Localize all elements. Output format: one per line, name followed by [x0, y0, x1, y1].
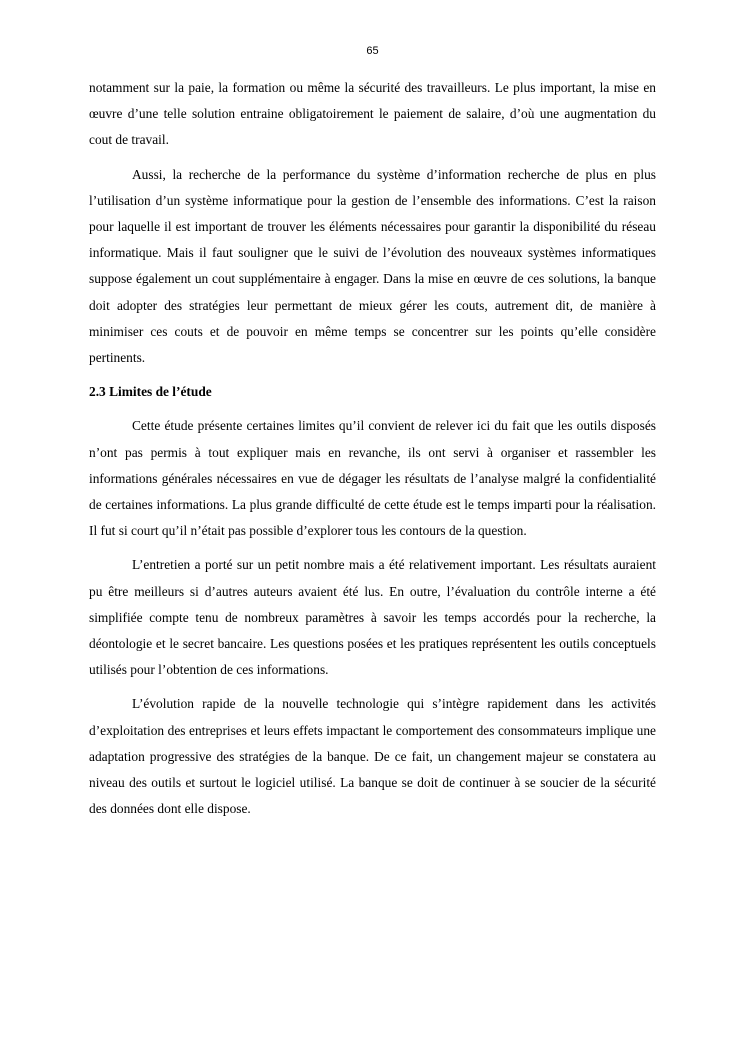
page-body	[89, 75, 656, 830]
paragraph-technology-evolution: L’évolution rapide de la nouvelle technologie qui s’intègre rapidement dans les activités d’exploitation des entreprises et leurs effets impactant le comportement des consommateurs implique une adaptation progressive des stratégies de la banque. De ce fait, un changement majeur se constatera au niveau des outils et surtout le logiciel utilisé. La banque se doit de continuer à se soucier de la sécurité des données dont elle dispose.	[89, 696, 656, 817]
paragraph-interview: L’entretien a porté sur un petit nombre mais a été relativement important. Les résultats auraient pu être meilleurs si d’autres auteurs avaient été lus. En outre, l’évaluation du contrôle interne a été simplifiée compte tenu de nombreux paramètres à savoir les temps accordés pour la recherche, la déontologie et le secret bancaire. Les questions posées et les pratiques représentent les outils conceptuels utilisés pour l’obtention de ces informations.	[89, 557, 656, 678]
paragraph-information-system: Aussi, la recherche de la performance du système d’information recherche de plus en plus l’utilisation d’un système informatique pour la gestion de l’ensemble des informations. C’est la raison pour laquelle il est important de trouver les éléments nécessaires pour garantir la disponibilité du réseau informatique. Mais il faut souligner que le suivi de l’évolution des nouveaux systèmes informatiques suppose également un cout supplémentaire à engager. Dans la mise en œuvre de ces solutions, la banque doit adopter des stratégies leur permettant de mieux gérer les couts, autrement dit, de manière à minimiser ces couts et de pouvoir en même temps se concentrer sur les points qu’elle considère pertinents.	[89, 166, 656, 366]
paragraph-continuation: notamment sur la paie, la formation ou même la sécurité des travailleurs. Le plus important, la mise en œuvre d’une telle solution entraine obligatoirement le paiement de salaire, d’où une augmentation du cout de travail.	[89, 80, 656, 148]
section-heading: 2.3 Limites de l’étude	[89, 384, 212, 400]
page-number: 65	[366, 45, 379, 57]
paragraph-study-limits: Cette étude présente certaines limites qu’il convient de relever ici du fait que les outils disposés n’ont pas permis à tout expliquer mais en revanche, ils ont servi à organiser et rassembler les informations générales nécessaires en vue de dégager les résultats de l’analyse malgré la confidentialité de certaines informations. La plus grande difficulté de cette étude est le temps imparti pour la réalisation. Il fut si court qu’il n’était pas possible d’explorer tous les contours de la question.	[89, 418, 656, 539]
